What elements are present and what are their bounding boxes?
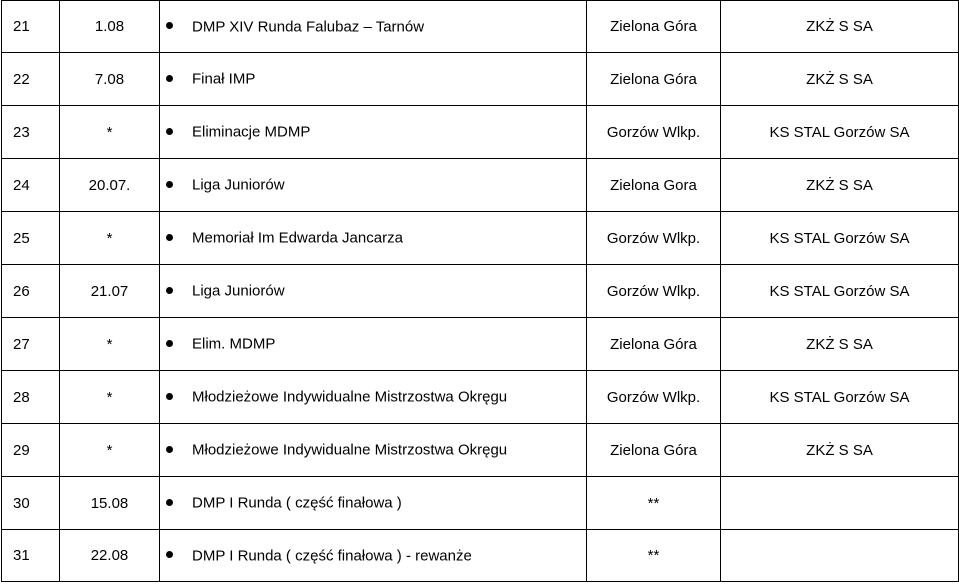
event-location: Zielona Góra (587, 424, 721, 477)
row-number: 24 (2, 159, 60, 212)
schedule-table-body (2, 1, 959, 582)
event-location: Gorzów Wlkp. (587, 106, 721, 159)
table-row (2, 477, 959, 530)
event-cell (160, 424, 587, 477)
event-date: 20.07. (60, 159, 160, 212)
event-location: ** (587, 477, 721, 530)
event-date: * (60, 106, 160, 159)
event-cell (160, 265, 587, 318)
event-date: 1.08 (60, 1, 160, 53)
event-organizer: ZKŻ S SA (721, 1, 959, 53)
event-date: * (60, 318, 160, 371)
event-date: 22.08 (60, 530, 160, 582)
schedule-table (1, 0, 959, 582)
row-number: 30 (2, 477, 60, 530)
event-name: DMP I Runda ( część finałowa ) - rewanże (192, 547, 472, 565)
bullet-icon (166, 446, 173, 453)
bullet-icon (166, 234, 173, 241)
event-organizer: ZKŻ S SA (721, 159, 959, 212)
event-name: Elim. MDMP (192, 335, 276, 353)
bullet-icon (166, 128, 173, 135)
event-organizer: ZKŻ S SA (721, 53, 959, 106)
event-organizer: KS STAL Gorzów SA (721, 371, 959, 424)
event-date: * (60, 371, 160, 424)
event-cell (160, 318, 587, 371)
table-row (2, 265, 959, 318)
table-row (2, 212, 959, 265)
bullet-icon (166, 499, 173, 506)
event-name: Finał IMP (192, 70, 256, 88)
row-number: 22 (2, 53, 60, 106)
event-cell (160, 212, 587, 265)
event-cell (160, 1, 587, 53)
bullet-icon (166, 75, 173, 82)
event-date: * (60, 424, 160, 477)
event-name: Liga Juniorów (192, 176, 285, 194)
table-row (2, 371, 959, 424)
event-location: Gorzów Wlkp. (587, 371, 721, 424)
row-number: 26 (2, 265, 60, 318)
table-row (2, 159, 959, 212)
bullet-icon (166, 287, 173, 294)
event-cell (160, 53, 587, 106)
event-organizer: ZKŻ S SA (721, 318, 959, 371)
row-number: 23 (2, 106, 60, 159)
row-number: 28 (2, 371, 60, 424)
table-row (2, 424, 959, 477)
row-number: 25 (2, 212, 60, 265)
event-organizer: KS STAL Gorzów SA (721, 265, 959, 318)
event-cell (160, 371, 587, 424)
event-cell (160, 159, 587, 212)
bullet-icon (166, 393, 173, 400)
event-organizer: KS STAL Gorzów SA (721, 212, 959, 265)
event-cell (160, 106, 587, 159)
event-location: Zielona Góra (587, 53, 721, 106)
row-number: 29 (2, 424, 60, 477)
event-name: Memoriał Im Edwarda Jancarza (192, 229, 403, 247)
bullet-icon (166, 181, 173, 188)
table-row (2, 530, 959, 582)
event-name: Eliminacje MDMP (192, 123, 311, 141)
event-name: DMP I Runda ( część finałowa ) (192, 494, 402, 512)
event-name: Młodzieżowe Indywidualne Mistrzostwa Okręgu (192, 441, 508, 459)
event-location: Gorzów Wlkp. (587, 265, 721, 318)
event-organizer (721, 530, 959, 582)
event-location: Zielona Góra (587, 1, 721, 53)
event-date: 15.08 (60, 477, 160, 530)
event-cell (160, 530, 587, 582)
table-row (2, 1, 959, 53)
bullet-icon (166, 551, 173, 558)
event-name: DMP XIV Runda Falubaz – Tarnów (192, 18, 425, 36)
row-number: 27 (2, 318, 60, 371)
event-organizer (721, 477, 959, 530)
event-date: * (60, 212, 160, 265)
event-name: Młodzieżowe Indywidualne Mistrzostwa Okręgu (192, 388, 508, 406)
row-number: 21 (2, 1, 60, 53)
event-organizer: ZKŻ S SA (721, 424, 959, 477)
row-number: 31 (2, 530, 60, 582)
table-row (2, 106, 959, 159)
event-location: ** (587, 530, 721, 582)
event-location: Zielona Gora (587, 159, 721, 212)
event-date: 7.08 (60, 53, 160, 106)
bullet-icon (166, 340, 173, 347)
event-date: 21.07 (60, 265, 160, 318)
table-row (2, 53, 959, 106)
event-location: Gorzów Wlkp. (587, 212, 721, 265)
bullet-icon (166, 22, 173, 29)
event-organizer: KS STAL Gorzów SA (721, 106, 959, 159)
event-location: Zielona Góra (587, 318, 721, 371)
event-name: Liga Juniorów (192, 282, 285, 300)
event-cell (160, 477, 587, 530)
table-row (2, 318, 959, 371)
